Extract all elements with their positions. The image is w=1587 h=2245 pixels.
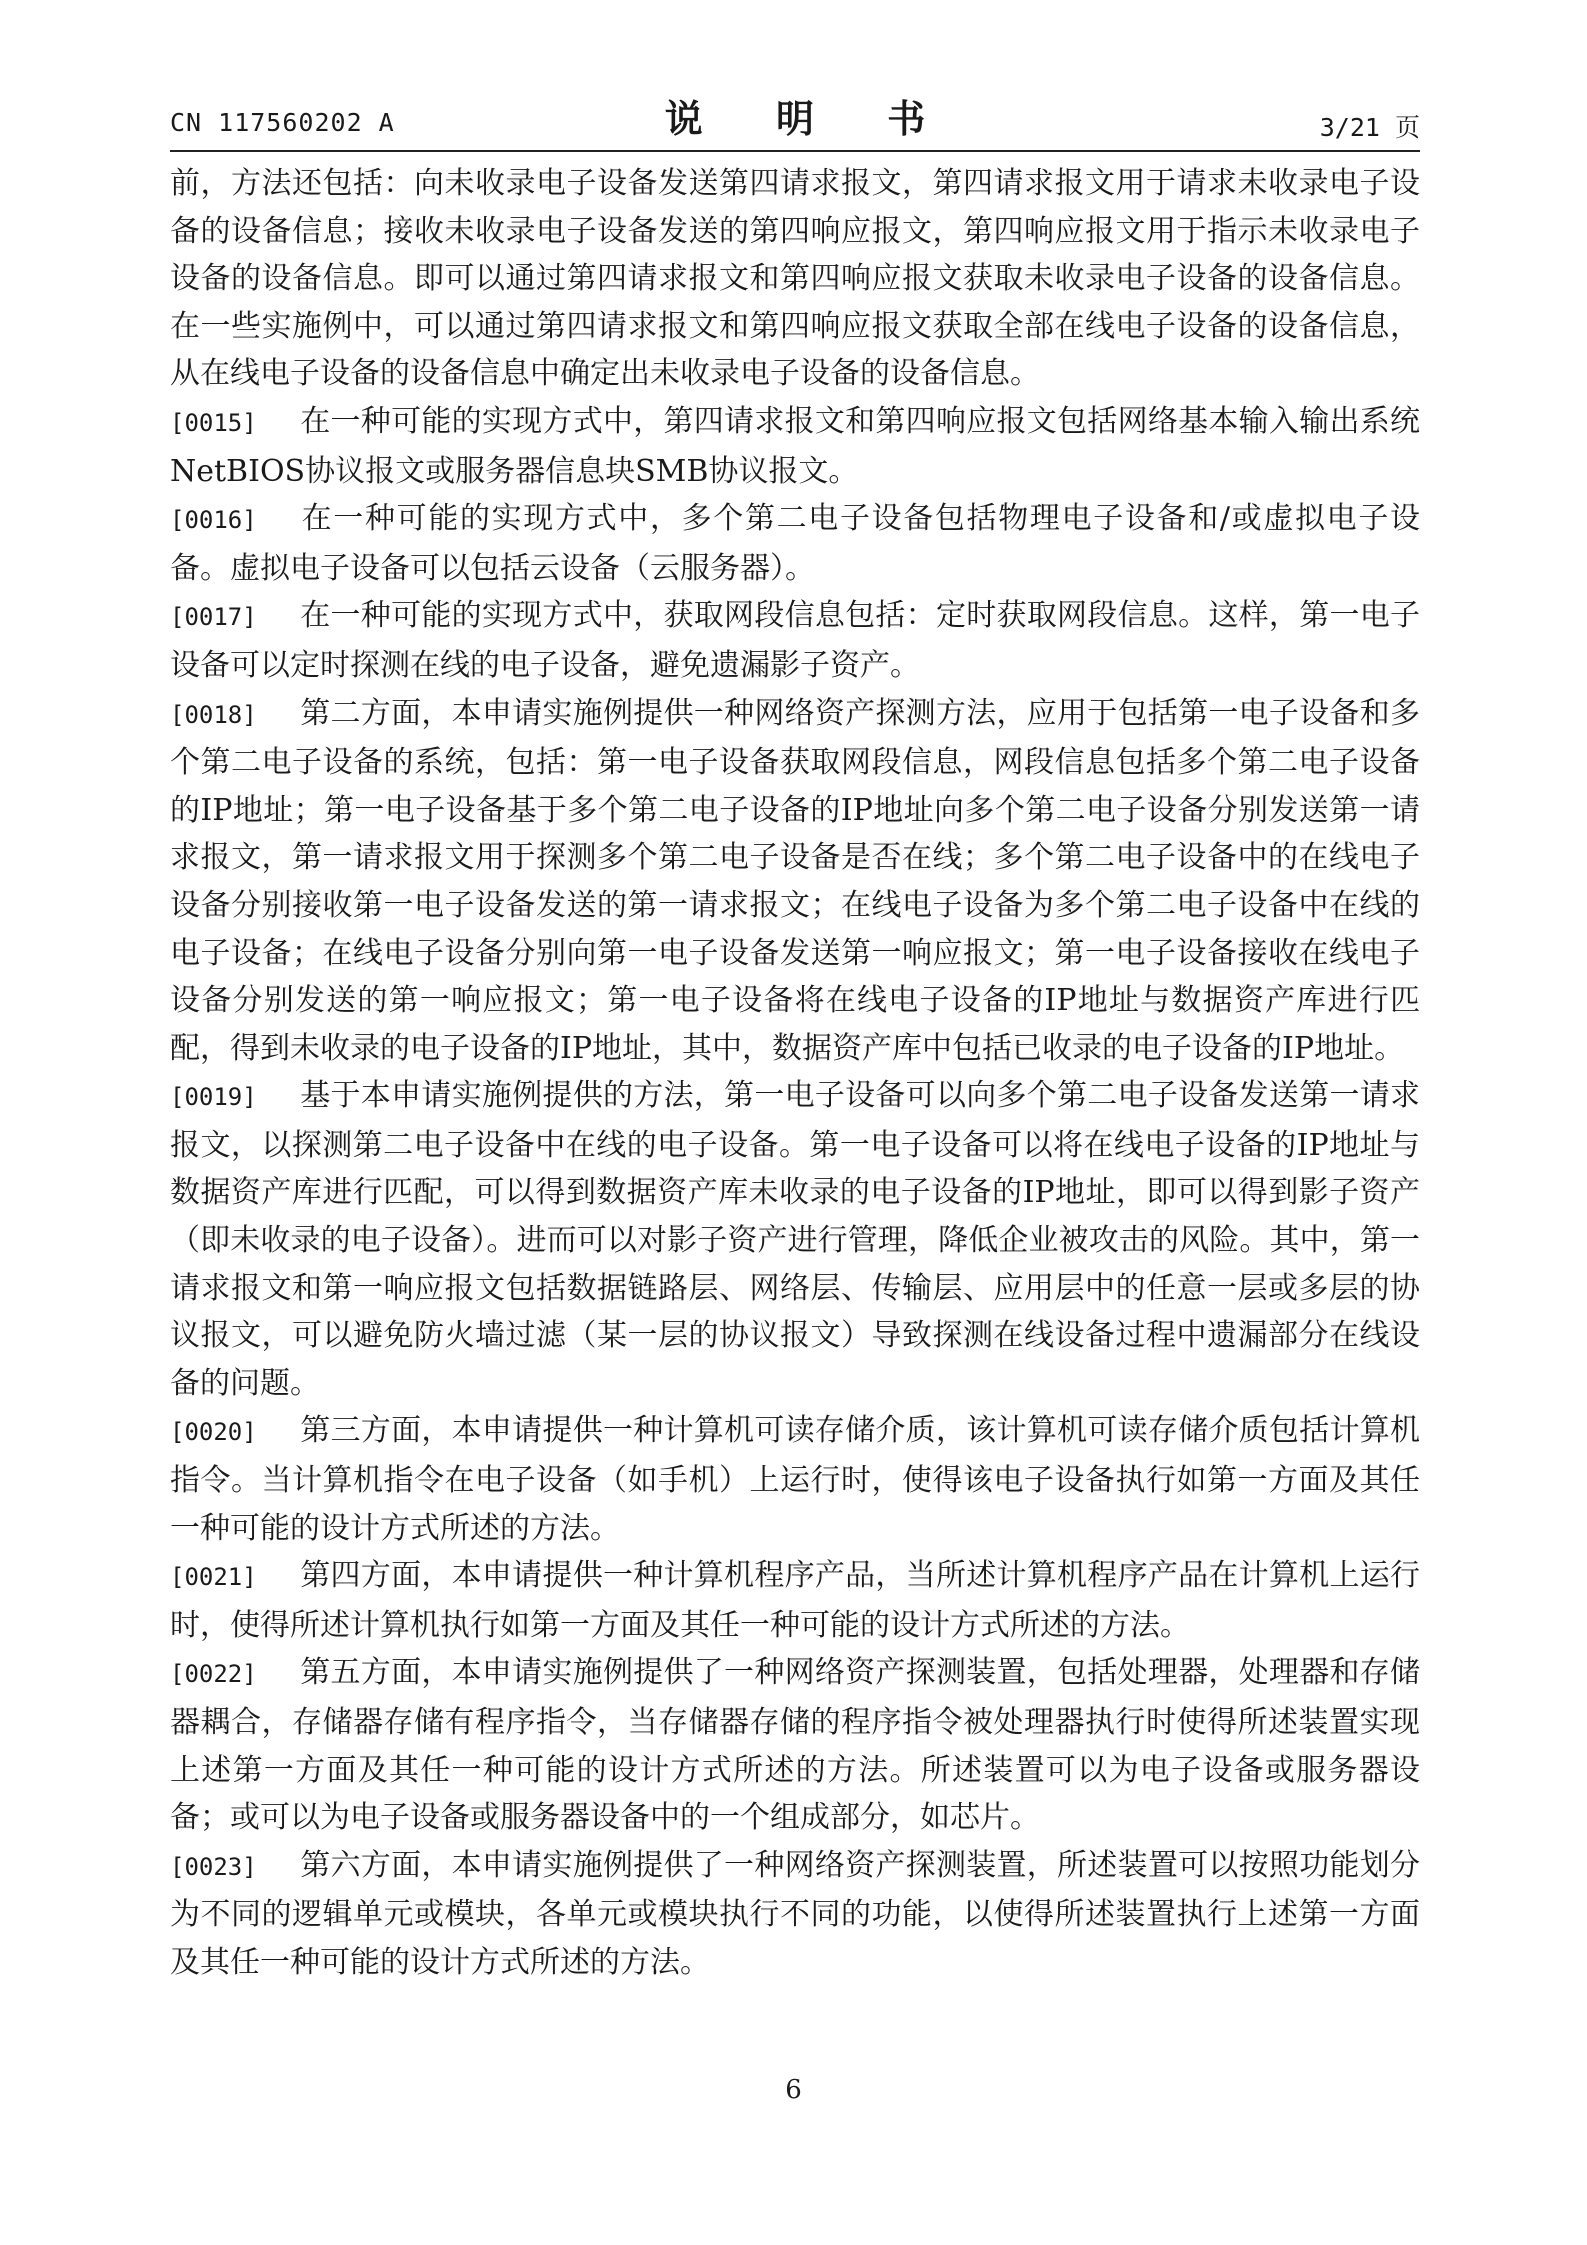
header-rule [170,150,1420,152]
paragraph-text: 第六方面，本申请实施例提供了一种网络资产探测装置，所述装置可以按照功能划分为不同的逻辑单元或模块，各单元或模块执行不同的功能，以使得所述装置执行上述第一方面及其任一种可能的设计方式所述的方法。 [170,1847,1420,1980]
paragraph-number: [0019] [170,1083,257,1112]
paragraph-text: 第三方面，本申请提供一种计算机可读存储介质，该计算机可读存储介质包括计算机指令。当计算机指令在电子设备（如手机）上运行时，使得该电子设备执行如第一方面及其任一种可能的设计方式所述的方法。 [170,1413,1420,1546]
page-header [170,88,1420,148]
paragraph-text: 前，方法还包括：向未收录电子设备发送第四请求报文，第四请求报文用于请求未收录电子设备的设备信息；接收未收录电子设备发送的第四响应报文，第四响应报文用于指示未收录电子设备的设备信息。即可以通过第四请求报文和第四响应报文获取未收录电子设备的设备信息。在一些实施例中，可以通过第四请求报文和第四响应报文获取全部在线电子设备的设备信息，从在线电子设备的设备信息中确定出未收录电子设备的设备信息。 [170,166,1420,392]
paragraph-number: [0023] [170,1852,257,1881]
paragraph-number: [0017] [170,603,257,632]
paragraph-text: 第二方面，本申请实施例提供一种网络资产探测方法，应用于包括第一电子设备和多个第二电子设备的系统，包括：第一电子设备获取网段信息，网段信息包括多个第二电子设备的IP地址；第一电子设备基于多个第二电子设备的IP地址向多个第二电子设备分别发送第一请求报文，第一请求报文用于探测多个第二电子设备是否在线；多个第二电子设备中的在线电子设备分别接收第一电子设备发送的第一请求报文；在线电子设备为多个第二电子设备中在线的电子设备；在线电子设备分别向第一电子设备发送第一响应报文；第一电子设备接收在线电子设备分别发送的第一响应报文；第一电子设备将在线电子设备的IP地址与数据资产库进行匹配，得到未收录的电子设备的IP地址，其中，数据资产库中包括已收录的电子设备的IP地址。 [170,695,1420,1066]
page-count: 3/21 页 [1319,113,1420,142]
paragraph-text: 在一种可能的实现方式中，多个第二电子设备包括物理电子设备和/或虚拟电子设备。虚拟电子设备可以包括云设备（云服务器）。 [170,501,1420,586]
paragraph-number: [0015] [170,408,257,437]
paragraph-0020 [170,1407,1420,1552]
paragraph-0023 [170,1842,1420,1987]
paragraph-number: [0020] [170,1418,257,1447]
paragraph-0022 [170,1649,1420,1841]
paragraph-0015 [170,398,1420,495]
paragraph-text: 第四方面，本申请提供一种计算机程序产品，当所述计算机程序产品在计算机上运行时，使得所述计算机执行如第一方面及其任一种可能的设计方式所述的方法。 [170,1558,1420,1643]
paragraph-0021 [170,1552,1420,1649]
page-footer [0,2075,1587,2105]
paragraph-number: [0018] [170,700,257,729]
publication-number: CN 117560202 A [170,108,395,137]
paragraph-0019 [170,1072,1420,1407]
paragraph-text: 在一种可能的实现方式中，第四请求报文和第四响应报文包括网络基本输入输出系统NetBIOS协议报文或服务器信息块SMB协议报文。 [170,403,1420,489]
page-number: 6 [785,2075,802,2105]
description-body [170,160,1420,1987]
paragraph-0016 [170,495,1420,592]
paragraph-0017 [170,592,1420,689]
paragraph-text: 基于本申请实施例提供的方法，第一电子设备可以向多个第二电子设备发送第一请求报文，以探测第二电子设备中在线的电子设备。第一电子设备可以将在线电子设备的IP地址与数据资产库进行匹配，可以得到数据资产库未收录的电子设备的IP地址，即可以得到影子资产（即未收录的电子设备）。进而可以对影子资产进行管理，降低企业被攻击的风险。其中，第一请求报文和第一响应报文包括数据链路层、网络层、传输层、应用层中的任意一层或多层的协议报文，可以避免防火墙过滤（某一层的协议报文）导致探测在线设备过程中遗漏部分在线设备的问题。 [170,1078,1420,1401]
paragraph-continuation [170,160,1420,398]
document-title: 说 明 书 [664,97,956,141]
paragraph-text: 第五方面，本申请实施例提供了一种网络资产探测装置，包括处理器，处理器和存储器耦合，存储器存储有程序指令，当存储器存储的程序指令被处理器执行时使得所述装置实现上述第一方面及其任一种可能的设计方式所述的方法。所述装置可以为电子设备或服务器设备；或可以为电子设备或服务器设备中的一个组成部分，如芯片。 [170,1655,1420,1836]
paragraph-number: [0022] [170,1660,257,1689]
paragraph-text: 在一种可能的实现方式中，获取网段信息包括：定时获取网段信息。这样，第一电子设备可以定时探测在线的电子设备，避免遗漏影子资产。 [170,598,1420,683]
paragraph-number: [0021] [170,1563,257,1592]
paragraph-number: [0016] [170,506,257,535]
paragraph-0018 [170,690,1420,1073]
